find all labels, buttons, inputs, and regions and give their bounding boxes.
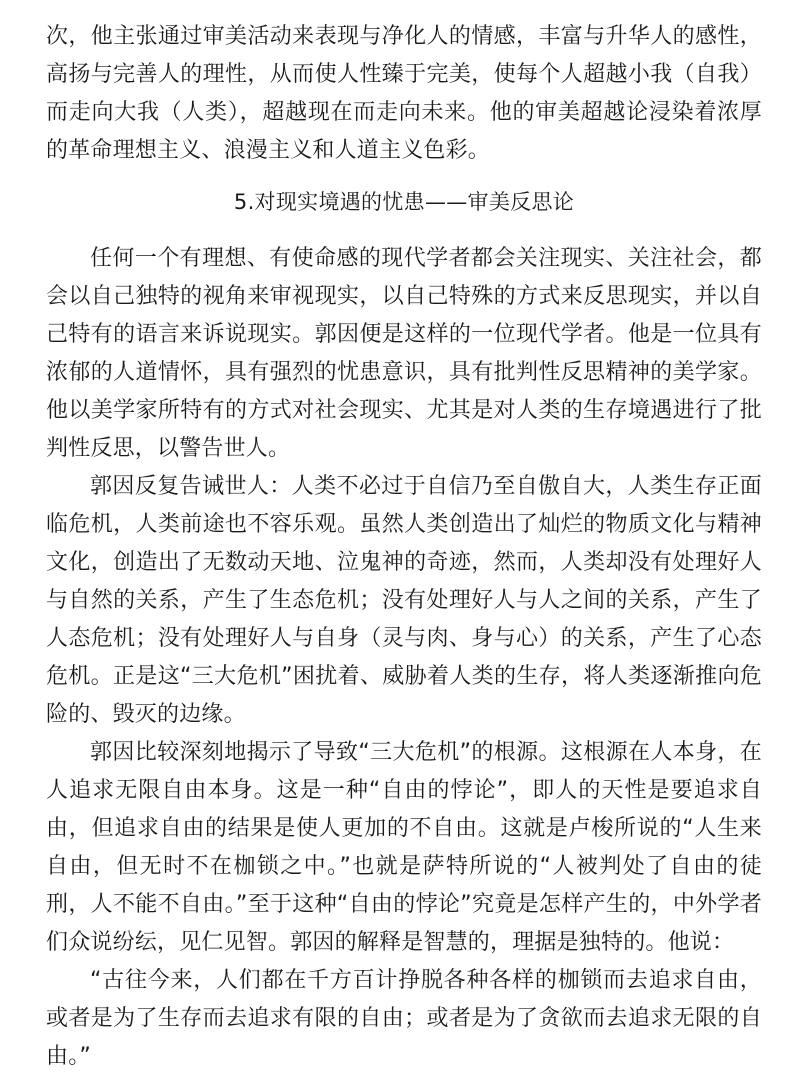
paragraph-quote: “古往今来，人们都在千方百计挣脱各种各样的枷锁而去追求自由，或者是为了生存而去追求有限的自由；或者是为了贪欲而去追求无限的自由。” <box>46 968 762 1069</box>
paragraph: 郭因反复告诫世人：人类不必过于自信乃至自傲自大，人类生存正面临危机，人类前途也不容乐观。虽然人类创造出了灿烂的物质文化与精神文化，创造出了无数动天地、泣鬼神的奇迹，然而，人类却没有处理好人与自然的关系，产生了生态危机；没有处理好人与人之间的关系，产生了人态危机；没有处理好人与自身（灵与肉、身与心）的关系，产生了心态危机。正是这“三大危机”困扰着、威胁着人类的生存，将人类逐渐推向危险的、毁灭的边缘。 <box>46 474 762 727</box>
paragraph: 郭因比较深刻地揭示了导致“三大危机”的根源。这根源在人本身，在人追求无限自由本身。这是一种“自由的悖论”，即人的天性是要追求自由，但追求自由的结果是使人更加的不自由。这就是卢梭所说的“人生来自由，但无时不在枷锁之中。”也就是萨特所说的“人被判处了自由的徒刑，人不能不自由。”至于这种“自由的悖论”究竟是怎样产生的，中外学者们众说纷纭，见仁见智。郭因的解释是智慧的，理据是独特的。他说： <box>46 740 762 955</box>
paragraph: 任何一个有理想、有使命感的现代学者都会关注现实、关注社会，都会以自己独特的视角来审视现实，以自己特殊的方式来反思现实，并以自己特有的语言来诉说现实。郭因便是这样的一位现代学者。他是一位具有浓郁的人道情怀，具有强烈的忧患意识，具有批判性反思精神的美学家。他以美学家所特有的方式对社会现实、尤其是对人类的生存境遇进行了批判性反思，以警告世人。 <box>46 246 762 461</box>
paragraph-continuation: 次，他主张通过审美活动来表现与净化人的情感，丰富与升华人的感性，高扬与完善人的理性，从而使人性臻于完美，使每个人超越小我（自我）而走向大我（人类），超越现在而走向未来。他的审美超越论浸染着浓厚的革命理想主义、浪漫主义和人道主义色彩。 <box>46 24 762 163</box>
document-page <box>46 18 762 1076</box>
section-heading: 5.对现实境遇的忧患——审美反思论 <box>233 190 575 214</box>
